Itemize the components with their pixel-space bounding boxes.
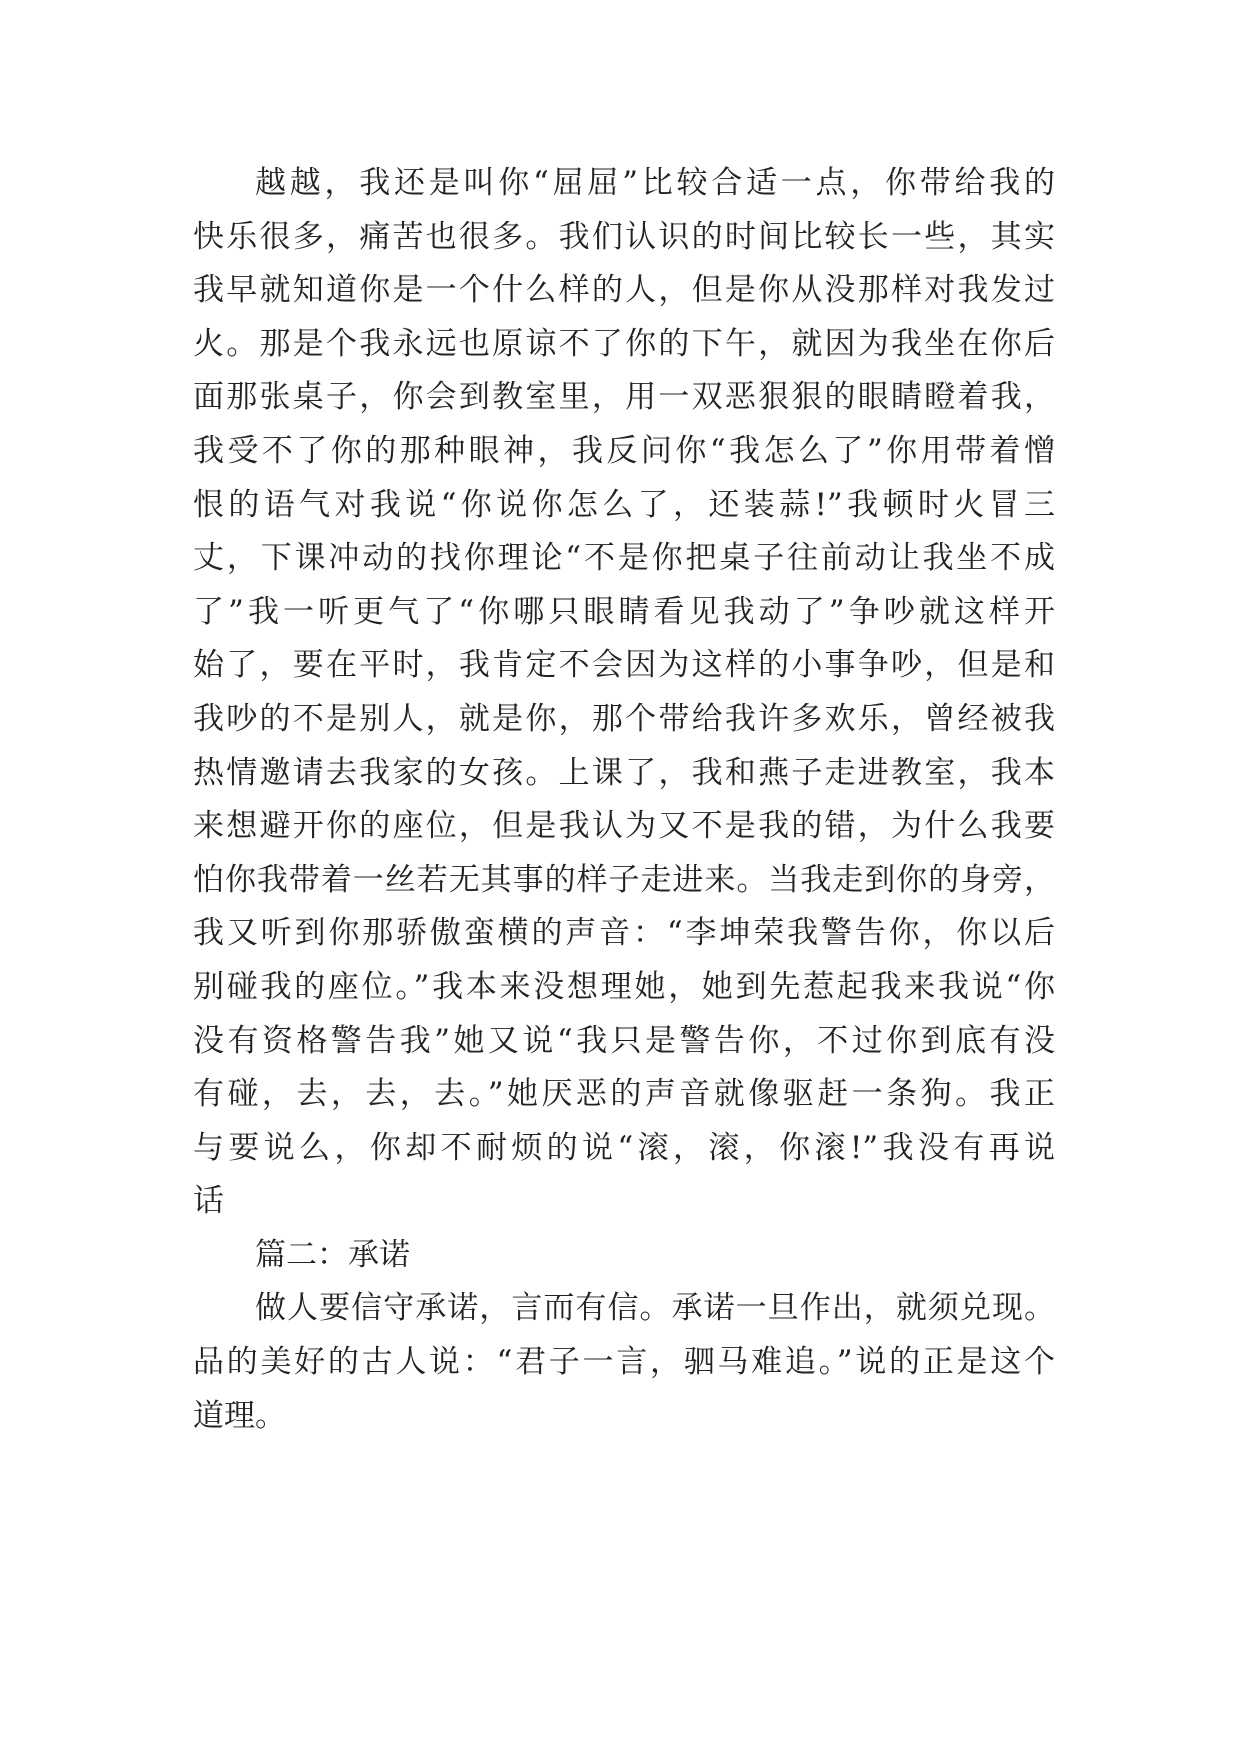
text-line: 来想避开你的座位，但是我认为又不是我的错，为什么我要 bbox=[193, 808, 1055, 845]
text-line: 做人要信守承诺，言而有信。承诺一旦作出，就须兑现。 bbox=[255, 1290, 1055, 1327]
text-line: 怕你我带着一丝若无其事的样子走进来。当我走到你的身旁， bbox=[193, 861, 1055, 898]
text-line: 别碰我的座位。”我本来没想理她，她到先惹起我来我说“你 bbox=[193, 968, 1055, 1005]
text-line: 道理。 bbox=[193, 1397, 286, 1434]
text-line: 与要说么，你却不耐烦的说“滚，滚，你滚!”我没有再说 bbox=[193, 1129, 1055, 1166]
text-line: 品的美好的古人说：“君子一言，驷马难追。”说的正是这个 bbox=[193, 1344, 1055, 1381]
text-line: 话 bbox=[193, 1183, 224, 1220]
text-line: 我吵的不是别人，就是你，那个带给我许多欢乐，曾经被我 bbox=[193, 700, 1055, 737]
text-line: 有碰，去，去，去。”她厌恶的声音就像驱赶一条狗。我正 bbox=[193, 1076, 1055, 1113]
text-line: 没有资格警告我”她又说“我只是警告你，不过你到底有没 bbox=[193, 1022, 1055, 1059]
body-text bbox=[193, 157, 1055, 1443]
section-heading: 篇二：承诺 bbox=[255, 1236, 410, 1273]
text-line: 恨的语气对我说“你说你怎么了，还装蒜!”我顿时火冒三 bbox=[193, 486, 1055, 523]
text-line: 面那张桌子，你会到教室里，用一双恶狠狠的眼睛瞪着我， bbox=[193, 379, 1055, 416]
text-line: 我受不了你的那种眼神，我反问你“我怎么了”你用带着憎 bbox=[193, 432, 1055, 469]
text-line: 我早就知道你是一个什么样的人，但是你从没那样对我发过 bbox=[193, 272, 1055, 309]
text-line: 越越，我还是叫你“屈屈”比较合适一点，你带给我的 bbox=[255, 165, 1055, 201]
text-line: 热情邀请去我家的女孩。上课了，我和燕子走进教室，我本 bbox=[193, 754, 1055, 791]
text-line: 丈，下课冲动的找你理论“不是你把桌子往前动让我坐不成 bbox=[193, 540, 1055, 577]
text-line: 火。那是个我永远也原谅不了你的下午，就因为我坐在你后 bbox=[193, 325, 1055, 362]
text-line: 快乐很多，痛苦也很多。我们认识的时间比较长一些，其实 bbox=[193, 218, 1055, 255]
text-line: 始了，要在平时，我肯定不会因为这样的小事争吵，但是和 bbox=[193, 647, 1055, 684]
text-line: 我又听到你那骄傲蛮横的声音：“李坤荣我警告你，你以后 bbox=[193, 915, 1055, 952]
text-line: 了”我一听更气了“你哪只眼睛看见我动了”争吵就这样开 bbox=[193, 593, 1055, 630]
